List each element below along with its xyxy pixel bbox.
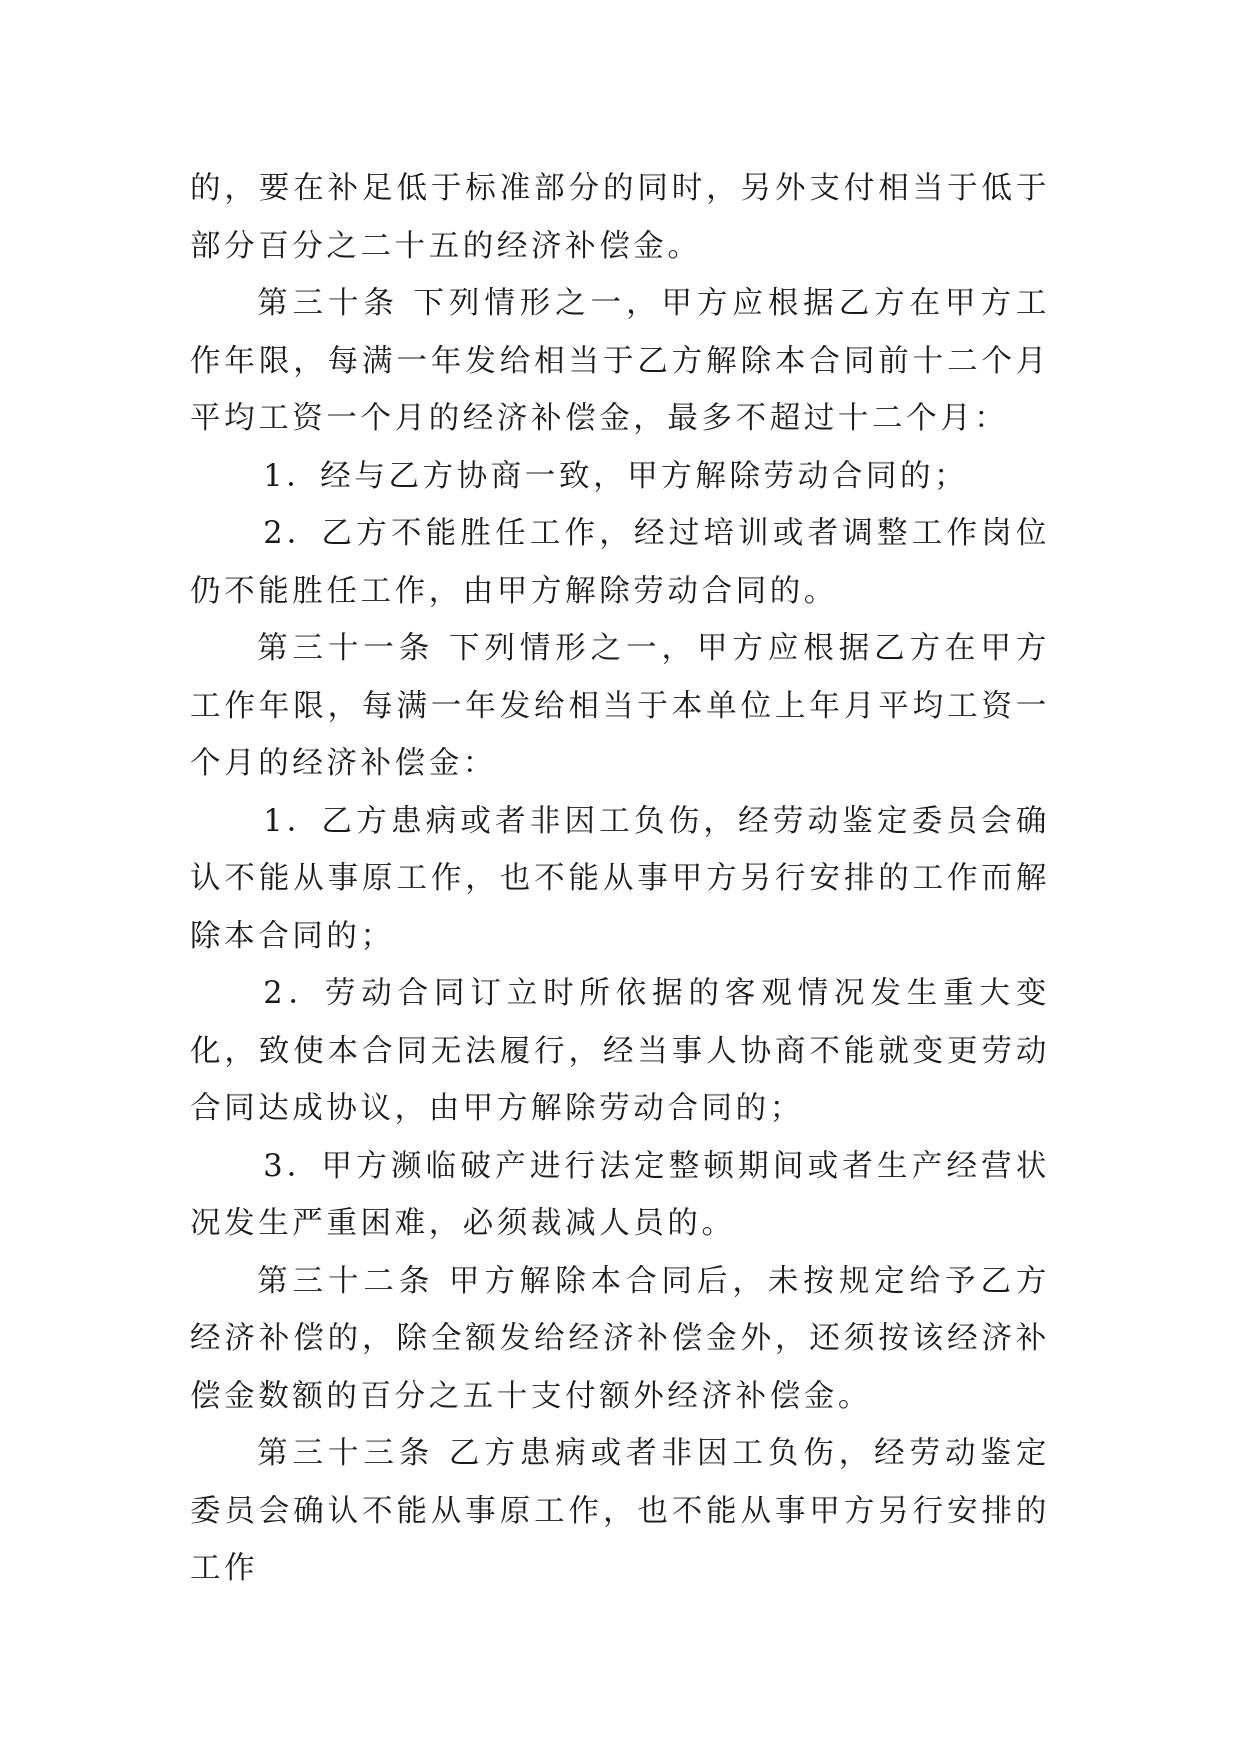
article-30: 第三十条 下列情形之一，甲方应根据乙方在甲方工作年限，每满一年发给相当于乙方解除本合同前十二个月平均工资一个月的经济补偿金，最多不超过十二个月： — [190, 286, 1050, 436]
article-30-item-1: 1．经与乙方协商一致，甲方解除劳动合同的； — [263, 458, 969, 494]
article-31: 第三十一条 下列情形之一，甲方应根据乙方在甲方工作年限，每满一年发给相当于本单位上年月平均工资一个月的经济补偿金： — [190, 631, 1050, 781]
article-30-item-2: 2．乙方不能胜任工作，经过培训或者调整工作岗位仍不能胜任工作，由甲方解除劳动合同的。 — [190, 516, 1050, 609]
article-33: 第三十三条 乙方患病或者非因工负伤，经劳动鉴定委员会确认不能从事原工作，也不能从事甲方另行安排的工作 — [190, 1436, 1050, 1586]
paragraph-continuation: 的，要在补足低于标准部分的同时，另外支付相当于低于部分百分之二十五的经济补偿金。 — [190, 171, 1050, 264]
document-body — [190, 160, 1050, 1598]
article-31-item-2: 2．劳动合同订立时所依据的客观情况发生重大变化，致使本合同无法履行，经当事人协商不能就变更劳动合同达成协议，由甲方解除劳动合同的； — [190, 976, 1050, 1126]
article-31-item-3: 3．甲方濒临破产进行法定整顿期间或者生产经营状况发生严重困难，必须裁减人员的。 — [190, 1148, 1050, 1241]
article-32: 第三十二条 甲方解除本合同后，未按规定给予乙方经济补偿的，除全额发给经济补偿金外，还须按该经济补偿金数额的百分之五十支付额外经济补偿金。 — [190, 1263, 1050, 1414]
article-31-item-1: 1．乙方患病或者非因工负伤，经劳动鉴定委员会确认不能从事原工作，也不能从事甲方另行安排的工作而解除本合同的； — [190, 803, 1050, 954]
